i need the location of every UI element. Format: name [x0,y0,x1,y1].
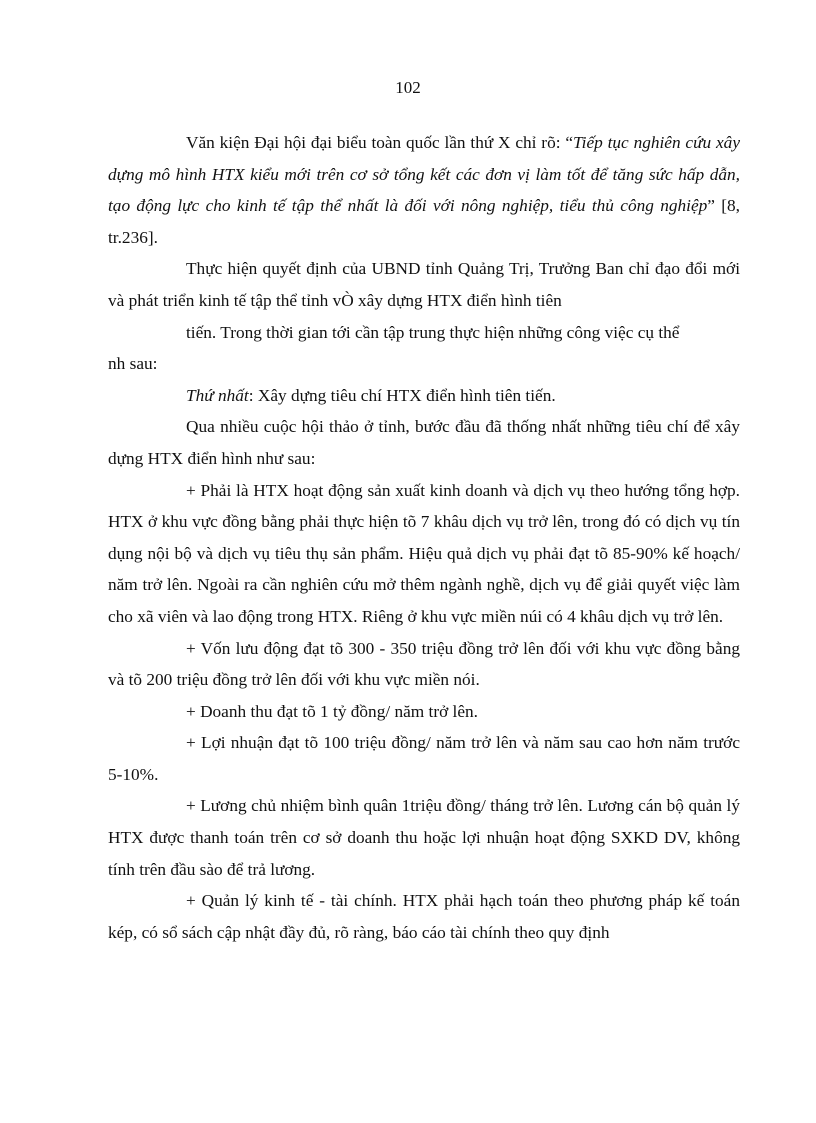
quote-intro: Văn kiện Đại hội đại biểu toàn quốc lần thứ X chỉ rõ: “ [186,133,574,152]
first-item-text: : Xây dựng tiêu chí HTX điển hình tiên tiến. [248,385,556,405]
paragraph-first-item [108,380,740,412]
quote-text: Tiếp tục nghiên cứu xây dựng mô hình HTX kiểu mới trên cơ sở tổng kết các đơn vị làm tốt để tăng sức hấp dẫn, tạo động lực cho kinh tế tập thể nhất là đối với nông nghiệp, tiểu thủ công nghiệp [108,133,740,216]
paragraph-party-congress-quote [108,127,740,253]
first-item-label: Thứ nhất [186,385,249,405]
paragraph-tasks [108,317,740,349]
quote-citation: ” [8, tr.236]. [108,196,740,247]
criterion-profit: + Lợi nhuận đạt tõ 100 triệu đồng/ năm trở lên và năm sau cao hơn năm trước 5-10%. [108,733,740,784]
criterion-salary: + Lương chủ nhiệm bình quân 1triệu đồng/ tháng trở lên. Lương cán bộ quản lý HTX được thanh toán trên cơ sở doanh thu hoặc lợi nhuận hoạt động SXKD DV, không tính trên đầu sào để trả lương. [108,796,740,879]
criterion-revenue: + Doanh thu đạt tõ 1 tỷ đồng/ năm trở lên. [186,701,478,721]
page-number: 102 [395,78,421,97]
paragraph-tasks-continuation: nh sau: [108,354,158,374]
paragraph-decision: Thực hiện quyết định của UBND tỉnh Quảng Trị, Trưởng Ban chỉ đạo đổi mới và phát triển kinh tế tập thể tỉnh vÒ xây dựng HTX điển hình tiên [108,259,740,310]
criterion-finance-management: + Quản lý kinh tế - tài chính. HTX phải hạch toán theo phương pháp kế toán kép, có sổ sách cập nhật đầy đủ, rõ ràng, báo cáo tài chính theo quy định [108,891,740,942]
tasks-line-1: tiến. Trong thời gian tới cần tập trung thực hiện những công việc cụ thể [186,322,680,342]
body-text [108,127,740,948]
criterion-working-capital: + Vốn lưu động đạt tõ 300 - 350 triệu đồng trở lên đối với khu vực đồng bằng và tõ 200 triệu đồng trở lên đối với khu vực miền nói. [108,638,740,690]
criterion-business-services: + Phải là HTX hoạt động sản xuất kinh doanh và dịch vụ theo hướng tổng hợp. HTX ở khu vực đồng bằng phải thực hiện tõ 7 khâu dịch vụ trở lên, trong đó có dịch vụ tín dụng nội bộ và dịch vụ tiêu thụ sản phẩm. Hiệu quả dịch vụ phải đạt tõ 85-90% kế hoạch/ năm trở lên. Ngoài ra cần nghiên cứu mở thêm ngành nghề, dịch vụ để giải quyết việc làm cho xã viên và lao động trong HTX. Riêng ở khu vực miền núi có 4 khâu dịch vụ trở lên. [108,480,740,626]
paragraph-workshops: Qua nhiều cuộc hội thảo ở tỉnh, bước đầu đã thống nhất những tiêu chí để xây dựng HTX điển hình như sau: [108,417,740,468]
